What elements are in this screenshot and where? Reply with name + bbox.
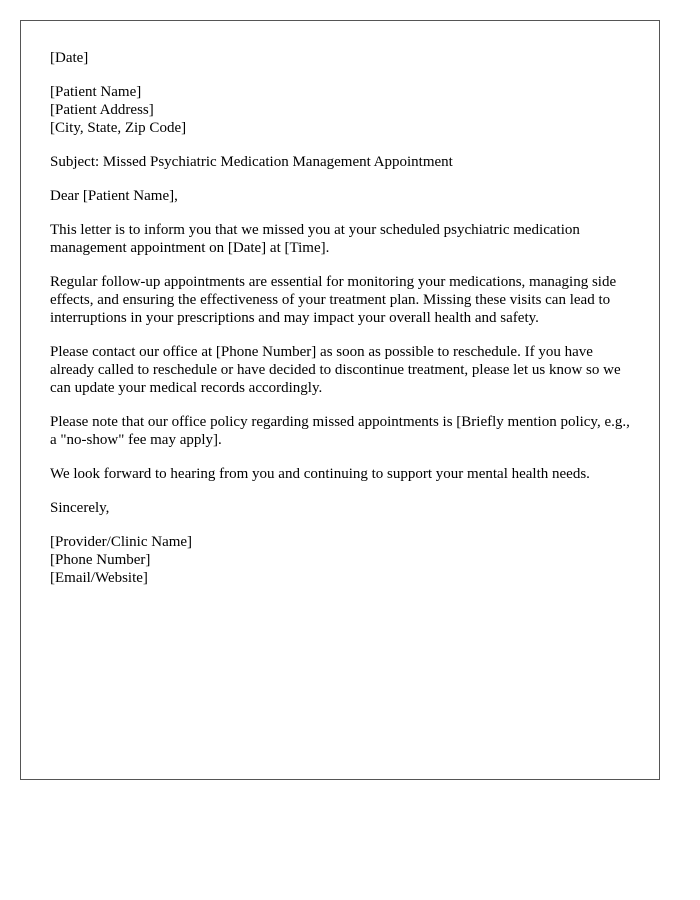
recipient-name: [Patient Name] bbox=[50, 84, 142, 100]
signature-block bbox=[50, 533, 640, 587]
paragraph-importance: Regular follow-up appointments are essential for monitoring your medications, managing side effects, and ensuring the effectiveness of your treatment plan. Missing these visits can lead to interruptions in your prescriptions and may impact your overall health and safety. bbox=[50, 274, 617, 326]
recipient-address bbox=[50, 83, 640, 137]
paragraph-policy: Please note that our office policy regarding missed appointments is [Briefly mention policy, e.g., a "no-show" fee may apply]. bbox=[50, 414, 630, 448]
signature-clinic-name: [Provider/Clinic Name] bbox=[50, 534, 193, 550]
paragraph-missed-notice: This letter is to inform you that we missed you at your scheduled psychiatric medication management appointment on [Date] at [Time]. bbox=[50, 222, 580, 256]
date-line-block bbox=[50, 49, 640, 67]
paragraph-closing-remark: We look forward to hearing from you and continuing to support your mental health needs. bbox=[50, 466, 590, 482]
letter-closing: Sincerely, bbox=[50, 500, 110, 516]
paragraph-reschedule: Please contact our office at [Phone Number] as soon as possible to reschedule. If you have already called to reschedule or have decided to discontinue treatment, please let us know so we can update your medical records accordingly. bbox=[50, 344, 621, 396]
salutation-block bbox=[50, 187, 640, 205]
letter-date: [Date] bbox=[50, 50, 89, 66]
letter-salutation: Dear [Patient Name], bbox=[50, 188, 178, 204]
signature-contact: [Email/Website] bbox=[50, 570, 148, 586]
recipient-street: [Patient Address] bbox=[50, 102, 154, 118]
letter-body bbox=[50, 49, 640, 603]
recipient-city-state-zip: [City, State, Zip Code] bbox=[50, 120, 187, 136]
subject-block bbox=[50, 153, 640, 171]
letter-page bbox=[20, 20, 660, 780]
letter-subject: Subject: Missed Psychiatric Medication Management Appointment bbox=[50, 154, 453, 170]
closing-block bbox=[50, 499, 640, 517]
signature-phone: [Phone Number] bbox=[50, 552, 151, 568]
